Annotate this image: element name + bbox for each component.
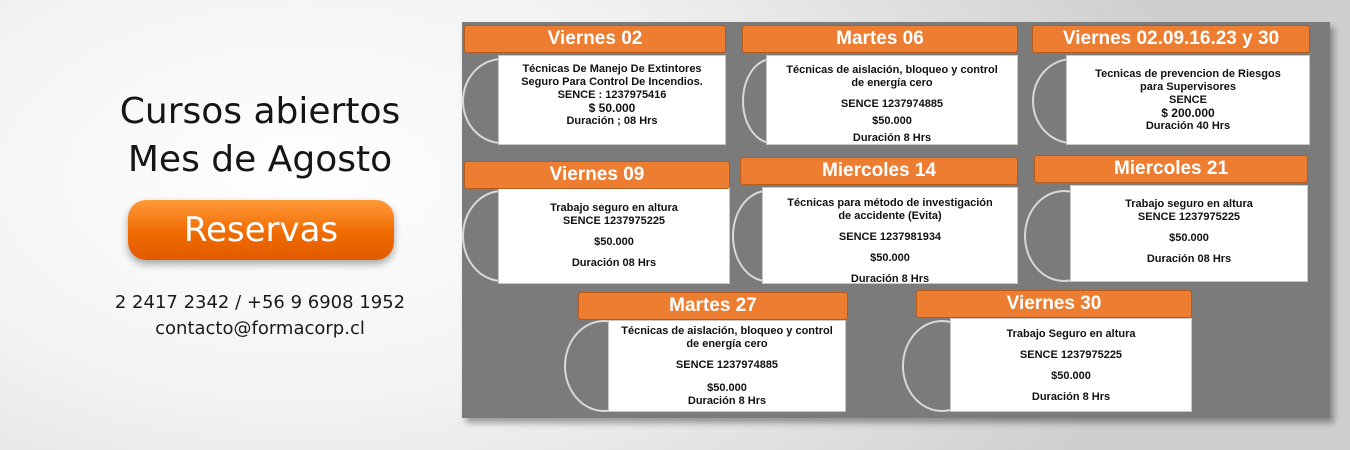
course-title: Trabajo seguro en altura [550,202,678,214]
course-date: Viernes 09 [464,161,730,189]
course-duration: Duración 8 Hrs [850,273,930,284]
course-title: Trabajo seguro en altura [1125,198,1253,210]
course-title: Técnicas de aislación, bloqueo y control [786,64,998,76]
course-details [766,55,1018,145]
course-details [498,55,726,145]
course-details [1066,55,1310,145]
course-title: Técnicas para método de investigación [787,197,993,209]
promo-panel [0,0,460,450]
course-date: Martes 06 [742,25,1018,53]
course-sence: SENCE 1237974885 [675,359,779,371]
course-title: Técnicas de aislación, bloqueo y control [621,325,833,337]
course-sence: SENCE 1237975225 [1137,211,1241,223]
course-title: para Supervisores [1140,81,1236,93]
course-duration: Duración 08 Hrs [1146,253,1232,265]
course-date: Viernes 02.09.16.23 y 30 [1032,25,1310,53]
course-title: Tecnicas de prevencion de Riesgos [1095,68,1281,80]
course-price: $50.000 [1169,232,1209,244]
headline-line-1: Cursos abiertos [119,91,401,132]
course-title: Seguro Para Control De Incendios. [521,76,703,88]
course-duration: Duración ; 08 Hrs [566,115,658,127]
course-duration: Duración 08 Hrs [571,257,657,269]
course-details [950,318,1192,412]
course-sence: SENCE 1237975225 [562,215,666,227]
course-title: de accidente (Evita) [838,210,942,222]
course-sence: SENCE : 1237975416 [557,89,667,101]
course-price: $ 50.000 [588,101,636,115]
course-schedule-panel [462,22,1330,418]
course-price: $ 200.000 [1161,106,1215,120]
course-date: Martes 27 [578,292,848,320]
course-date: Viernes 02 [464,25,726,53]
course-title: Técnicas De Manejo De Extintores [522,63,702,75]
course-duration: Duración 8 Hrs [852,132,932,144]
reservas-button[interactable]: Reservas [128,200,394,260]
headline-line-2: Mes de Agosto [127,139,393,180]
course-details [608,320,846,412]
course-price: $50.000 [707,382,747,394]
course-price: $50.000 [872,115,912,127]
course-price: $50.000 [1051,370,1091,382]
course-sence: SENCE 1237975225 [1019,349,1123,361]
course-duration: Duración 8 Hrs [1031,391,1111,403]
course-price: $50.000 [594,236,634,248]
course-details [1070,185,1308,282]
course-date: Viernes 30 [916,290,1192,318]
course-price: $50.000 [870,252,910,264]
course-duration: Duración 8 Hrs [687,395,767,407]
course-details [498,187,730,284]
course-sence: SENCE 1237981934 [838,231,942,243]
course-date: Miercoles 14 [740,157,1018,185]
course-details [762,187,1018,284]
course-sence: SENCE 1237974885 [840,98,944,110]
course-title: de energía cero [851,77,933,89]
contact-email[interactable]: contacto@formacorp.cl [155,318,365,339]
course-sence: SENCE [1169,94,1207,106]
course-title: de energía cero [686,338,768,350]
contact-phone: 2 2417 2342 / +56 9 6908 1952 [114,292,406,313]
course-title: Trabajo Seguro en altura [1006,328,1136,340]
course-duration: Duración 40 Hrs [1145,120,1231,132]
course-date: Miercoles 21 [1034,155,1308,183]
